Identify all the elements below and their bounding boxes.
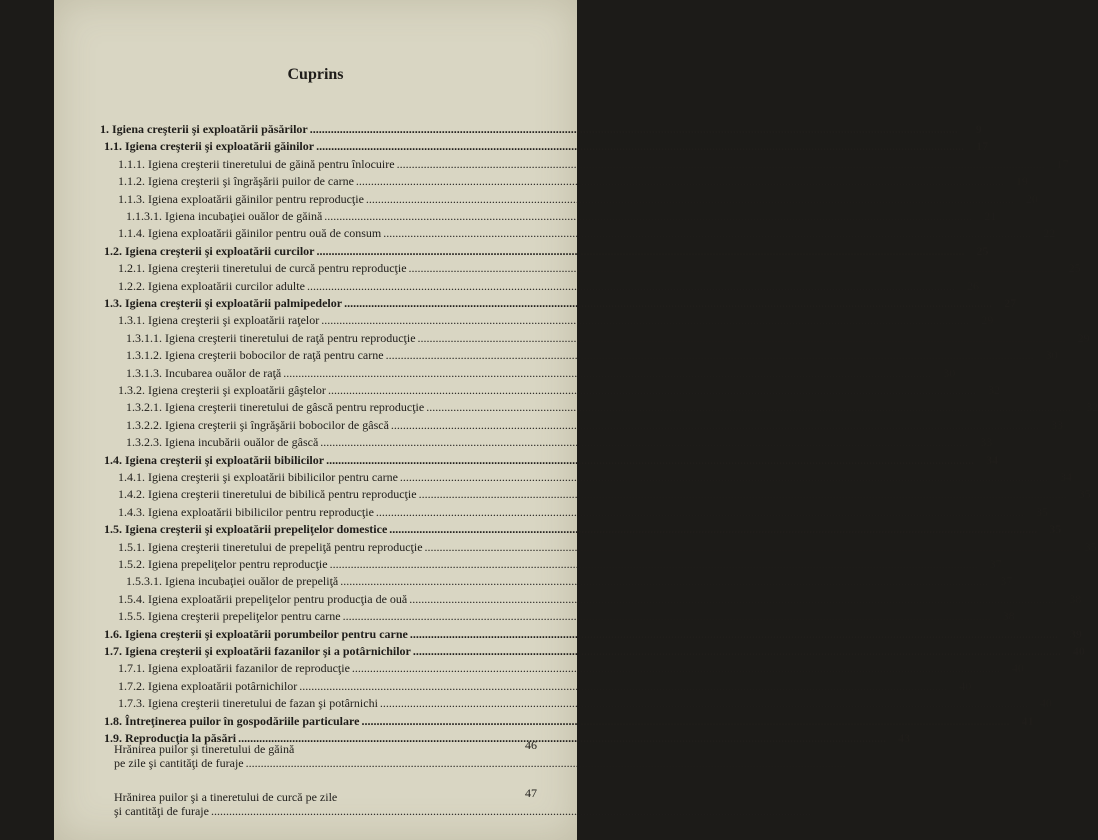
toc-leader-dots — [283, 366, 931, 380]
toc-entry-page: 35 — [1035, 504, 1048, 519]
toc-entry-page: 40 — [1072, 644, 1085, 658]
toc-entry-title: 1.7. Igiena creşterii şi exploatării fazanilor şi a potârnichilor — [104, 644, 411, 658]
toc-entry-page: 35 — [1084, 539, 1097, 554]
toc-entry-page: 40 — [1039, 696, 1052, 711]
toc-entry-page: 46 — [525, 738, 537, 752]
toc-entry-page: 34 — [986, 452, 999, 467]
toc-entry-title: 1.4.2. Igiena creşterii tineretului de bibilică pentru reproducţie — [118, 487, 417, 502]
toc-entry-title: 1. Igiena creşterii şi exploatării păsărilor — [100, 122, 308, 136]
toc-entry — [104, 243, 989, 258]
toc-entry-title: 1.3. Igiena creşterii şi exploatării palmipedelor — [104, 296, 343, 310]
toc-entry — [126, 574, 1013, 589]
toc-entry-title: Hrănirea puilor şi tineretului de găină — [114, 742, 295, 756]
toc-entry-title-continued: pe zile şi cantităţi de furaje — [114, 756, 244, 770]
toc-entry-title: 1.1. Igiena creşterii şi exploatării găinilor — [104, 139, 315, 154]
toc-leader-dots — [426, 400, 1074, 414]
toc-leader-dots — [320, 435, 968, 449]
toc-leader-dots — [324, 209, 972, 223]
toc-entry-page: 35 — [1078, 487, 1091, 502]
toc-entry-title: 1.5.5. Igiena creşterii prepeliţelor pentru carne — [118, 609, 341, 624]
toc-entry — [118, 504, 1048, 519]
toc-entry-page: 32 — [1086, 400, 1098, 415]
toc-entry-title: 1.2.2. Igiena exploatării curcilor adulte — [118, 278, 305, 293]
toc-entry-page: 35 — [1049, 522, 1062, 537]
toc-leader-dots — [366, 192, 1014, 206]
toc-leader-dots — [321, 313, 969, 327]
book-page — [54, 0, 1098, 840]
toc-entry-title: 1.5.1. Igiena creşterii tineretului de prepeliţă pentru reproducţie — [118, 539, 423, 554]
toc-entry-title: 1.7.2. Igiena exploatării potârnichilor — [118, 678, 298, 693]
toc-entry-page: 43 — [898, 731, 911, 745]
toc-entry-page: 32 — [987, 383, 1000, 397]
toc-leader-dots — [419, 487, 1067, 501]
toc-entry-title: 1.1.2. Igiena creşterii şi îngrăşării puilor de carne — [118, 174, 354, 189]
toc-entry-page: 41 — [1021, 713, 1034, 728]
toc-entry-page: 29 — [981, 313, 994, 328]
toc-entry-page: 29 — [1077, 330, 1090, 345]
toc-entry — [104, 452, 999, 467]
toc-leader-dots — [310, 122, 958, 136]
toc-entry — [118, 278, 979, 293]
toc-entry — [126, 209, 997, 223]
toc-entry — [118, 539, 1097, 554]
toc-entry — [126, 435, 993, 450]
toc-leader-dots — [340, 574, 988, 588]
toc-entry-title: 1.5.4. Igiena exploatării prepeliţelor pentru producţia de ouă — [118, 591, 408, 606]
toc-entry — [118, 696, 1052, 711]
toc-entry-title: 1.5.3.1. Igiena incubaţiei ouălor de prepeliţă — [126, 574, 339, 589]
toc-entry-title: 1.4.1. Igiena creşterii şi exploatării bibilicilor pentru carne — [118, 470, 398, 484]
toc-entry-page: 38 — [1002, 609, 1015, 624]
toc-entry-page: 30 — [1045, 348, 1058, 363]
toc-leader-dots — [409, 592, 1057, 606]
toc-entry-page: 22 — [1043, 226, 1056, 241]
toc-entry — [118, 313, 994, 328]
toc-entry-title: 1.3.2.2. Igiena creşterii şi îngrăşării bobocilor de gâscă — [126, 417, 389, 432]
toc-entry-title: 1.4. Igiena creşterii şi exploatării bibilicilor — [104, 452, 325, 467]
toc-entry-page: 33 — [980, 435, 993, 450]
toc-entry-title: 1.6. Igiena creşterii şi exploatării porumbeilor pentru carne — [104, 626, 408, 641]
toc-entry — [104, 713, 1034, 728]
toc-entry-page: 37 — [1000, 574, 1013, 589]
toc-leader-dots — [328, 383, 976, 397]
toc-entry-title: 1.1.1. Igiena creşterii tineretului de găină pentru înlocuire — [118, 156, 395, 171]
toc-entry — [118, 261, 1081, 276]
toc-leader-dots — [356, 174, 1004, 188]
toc-entry — [118, 226, 1056, 241]
toc-entry — [118, 487, 1091, 502]
toc-leader-dots — [386, 348, 1034, 362]
toc-entry-page: 27 — [1004, 296, 1017, 310]
toc-leader-dots — [326, 453, 974, 467]
toc-entry-page: 9 — [975, 122, 982, 136]
toc-entry-title: 1.3.1. Igiena creşterii şi exploatării raţelor — [118, 313, 320, 328]
toc-leader-dots — [307, 279, 955, 293]
toc-entry — [104, 522, 1062, 537]
toc-entry-page: 34 — [1059, 470, 1072, 484]
toc-entry-title: 1.5.2. Igiena prepeliţelor pentru reproducţie — [118, 557, 328, 571]
toc-entry — [118, 174, 1028, 189]
toc-entry — [118, 661, 1024, 676]
toc-entry — [100, 122, 982, 136]
toc-entry — [126, 348, 1058, 363]
toc-entry-page: 25 — [1068, 261, 1081, 276]
toc-entry-title: 1.9. Reproducţia la păsări — [104, 731, 237, 745]
toc-entry-title: 1.3.1.1. Igiena creşterii tineretului de raţă pentru reproducţie — [126, 330, 416, 345]
toc-entry-page: 38 — [1069, 591, 1082, 606]
toc-leader-dots — [410, 627, 1058, 641]
toc-leader-dots — [383, 226, 1031, 240]
toc-entry-title: 1.4.3. Igiena exploatării bibilicilor pentru reproducţie — [118, 504, 374, 519]
toc-entry-title: 1.3.1.2. Igiena creşterii bobocilor de raţă pentru carne — [126, 348, 384, 363]
toc-entry — [104, 626, 1082, 641]
page-title: Cuprins — [287, 66, 344, 83]
toc-leader-dots — [391, 418, 1039, 432]
toc-entry-page: 20 — [1025, 191, 1038, 206]
toc-leader-dots — [352, 661, 1000, 675]
table-of-contents — [54, 0, 1098, 840]
toc-leader-dots: ........................................................................................................................................................................................................ — [245, 756, 846, 770]
toc-leader-dots — [361, 714, 1009, 728]
toc-leader-dots — [418, 331, 1066, 345]
toc-entry-title: 1.8. Întreţinerea puilor în gospodăriile particulare — [104, 713, 360, 728]
toc-entry — [126, 365, 956, 380]
toc-entry-wrapped — [114, 786, 811, 818]
toc-leader-dots — [330, 557, 978, 571]
toc-entry-page: 21 — [984, 209, 997, 223]
toc-entry — [126, 417, 1063, 432]
toc-leader-dots — [344, 296, 992, 310]
toc-leader-dots — [425, 540, 1073, 554]
toc-entry-title: 1.3.1.3. Incubarea ouălor de raţă — [126, 365, 282, 380]
toc-entry-page: 25 — [976, 243, 989, 258]
toc-entry-title: 1.7.1. Igiena exploatării fazanilor de reproducţie — [118, 661, 350, 676]
toc-entry-page: 47 — [525, 786, 537, 800]
toc-entry — [118, 470, 1072, 484]
toc-entry-page: 39 — [1069, 626, 1082, 641]
toc-entry-title: 1.2.1. Igiena creşterii tineretului de curcă pentru reproducţie — [118, 261, 407, 276]
toc-leader-dots — [413, 644, 1061, 658]
toc-entry-page: 40 — [1011, 661, 1024, 676]
toc-leader-dots — [380, 696, 1028, 710]
toc-entry-title: 1.5. Igiena creşterii şi exploatării prepeliţelor domestice — [104, 522, 388, 537]
toc-entry-page: 40 — [959, 678, 972, 693]
toc-entry — [104, 296, 1017, 310]
toc-entry-title: Hrănirea puilor şi a tineretului de curcă pe zile — [114, 790, 338, 804]
toc-entry-title: 1.1.4. Igiena exploatării găinilor pentru ouă de consum — [118, 226, 382, 241]
toc-entry-page: 17 — [976, 139, 989, 154]
toc-leader-dots — [316, 139, 964, 153]
toc-entry-page: 33 — [1050, 417, 1063, 432]
toc-entry — [118, 591, 1082, 606]
toc-entry-page: 30 — [943, 365, 956, 380]
toc-entry-title: 1.1.3.1. Igiena incubaţiei ouălor de găină — [126, 209, 323, 223]
toc-entry — [126, 400, 1098, 415]
toc-entry-title-continued: şi cantităţi de furaje — [114, 804, 209, 818]
toc-entry — [118, 557, 1002, 571]
toc-entry-page: 37 — [989, 557, 1002, 571]
toc-leader-dots — [409, 261, 1057, 275]
toc-entry — [118, 609, 1015, 624]
toc-leader-dots — [400, 470, 1048, 484]
toc-entry-page: 19 — [1015, 174, 1028, 189]
toc-leader-dots — [397, 157, 1045, 171]
toc-leader-dots — [299, 679, 947, 693]
toc-entry — [118, 383, 1000, 397]
toc-entry-title: 1.3.2. Igiena creşterii şi exploatării gâştelor — [118, 383, 326, 397]
toc-entry-title: 1.3.2.3. Igiena incubării ouălor de gâscă — [126, 435, 319, 450]
toc-leader-dots — [317, 244, 965, 258]
toc-leader-dots — [343, 609, 991, 623]
toc-entry-wrapped — [114, 738, 846, 770]
toc-entry — [104, 644, 1085, 658]
toc-entry — [118, 191, 1038, 206]
toc-leader-dots — [376, 505, 1024, 519]
toc-entry-title: 1.3.2.1. Igiena creşterii tineretului de gâscă pentru reproducţie — [126, 400, 425, 415]
toc-entry — [118, 156, 1069, 171]
toc-entry — [118, 678, 972, 693]
toc-leader-dots — [389, 522, 1037, 536]
toc-entry-page: 17 — [1056, 156, 1069, 171]
toc-entry — [126, 330, 1090, 345]
toc-entry-page: 26 — [966, 278, 979, 293]
toc-entry — [104, 139, 989, 154]
toc-entry-title: 1.7.3. Igiena creşterii tineretului de fazan şi potârnichi — [118, 696, 378, 711]
toc-leader-dots: ........................................................................................................................................................................................................ — [210, 804, 811, 818]
toc-entry-title: 1.2. Igiena creşterii şi exploatării curcilor — [104, 243, 315, 258]
toc-entry-title: 1.1.3. Igiena exploatării găinilor pentru reproducţie — [118, 191, 364, 206]
